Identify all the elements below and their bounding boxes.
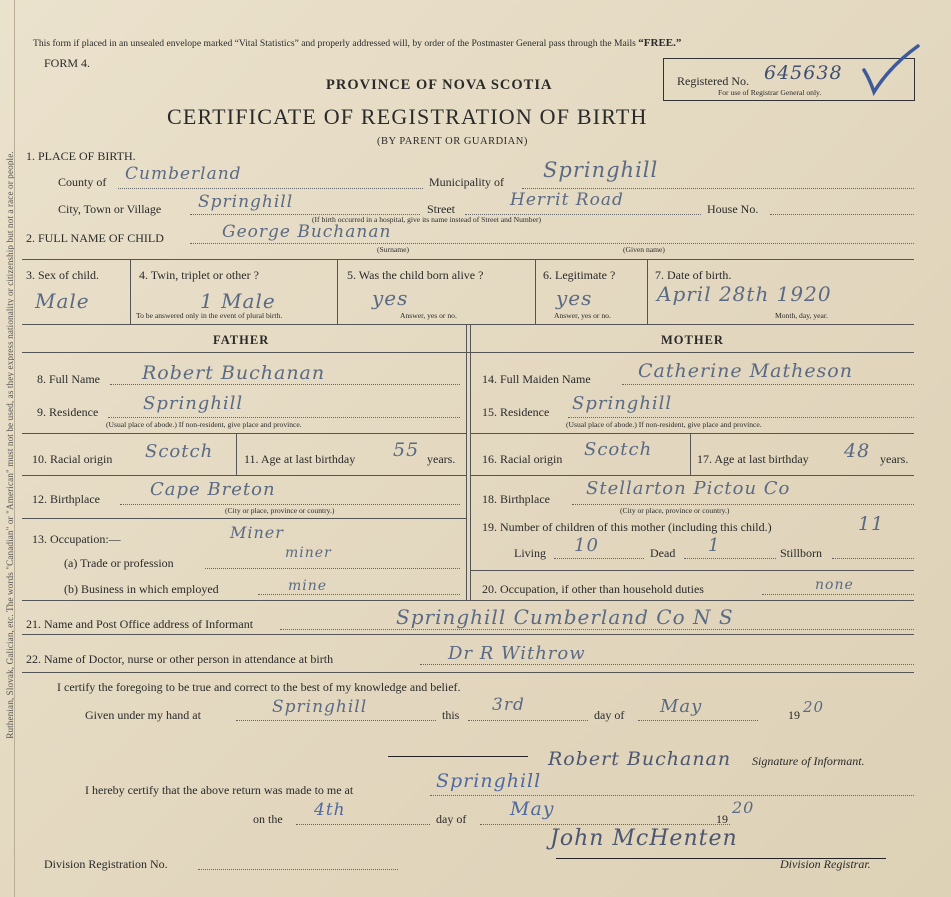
form-number: FORM 4. [44,56,91,70]
informant-value: Springhill Cumberland Co N S [396,605,734,629]
city-value: Springhill [198,192,294,212]
sex-value: Male [35,289,90,313]
certificate-title: CERTIFICATE OF REGISTRATION OF BIRTH [167,104,648,129]
legitimate-note: Answer, yes or no. [554,311,611,320]
informant-label: 21. Name and Post Office address of Informant [26,617,254,631]
living-value: 10 [574,535,599,556]
twin-note: To be answered only in the event of plural birth. [136,311,283,320]
mother-residence-note: (Usual place of abode.) If non-resident, give place and province. [566,420,762,429]
informant-signature: Robert Buchanan [548,748,732,770]
side-notice: Ruthenian, Slovak, Galician, etc. The words "Canadian" or "American" must not be used, as they express nationality or citizenship but not a race or people. [5,151,15,739]
mother-residence-label: 15. Residence [482,405,550,419]
return-year-prefix: 19 [716,812,728,826]
house-label: House No. [707,202,759,216]
doctor-value: Dr R Withrow [448,643,586,664]
return-place-value: Springhill [436,770,542,792]
father-birthplace-note: (City or place, province or country.) [225,506,335,515]
child-name-label: 2. FULL NAME OF CHILD [26,231,164,245]
twin-label: 4. Twin, triplet or other ? [139,268,259,282]
given-label: Given under my hand at [85,708,201,722]
given-year-suffix: 20 [803,698,825,716]
city-label: City, Town or Village [58,202,162,216]
trade-label: (a) Trade or profession [64,556,174,570]
county-label: County of [58,175,107,189]
mother-occupation-value: none [815,577,854,593]
father-race-label: 10. Racial origin [32,452,113,466]
business-value: mine [288,578,328,594]
father-years-label: years. [427,452,456,466]
mother-age-value: 48 [844,440,871,462]
certificate-subtitle: (BY PARENT OR GUARDIAN) [377,136,528,147]
father-occupation-label: 13. Occupation:— [32,532,121,546]
return-label: I hereby certify that the above return was made to me at [85,783,354,797]
registrar-label: Division Registrar. [780,857,871,871]
birth-date-note: Month, day, year. [775,311,828,320]
registrar-signature: John McHenten [550,826,738,851]
father-age-label: 11. Age at last birthday [244,452,356,466]
mother-children-value: 11 [858,513,885,535]
surname-note: (Surname) [377,245,410,254]
return-year-suffix: 20 [732,798,755,817]
father-name-label: 8. Full Name [37,372,100,386]
division-no-label: Division Registration No. [44,857,168,871]
municipality-value: Springhill [543,158,659,182]
mother-children-label: 19. Number of children of this mother (including this child.) [482,520,772,534]
given-name-note: (Given name) [623,245,665,254]
mother-occupation-label: 20. Occupation, if other than household duties [482,582,704,596]
given-year-prefix: 19 [788,708,800,722]
trade-value: miner [285,545,332,561]
mother-birthplace-label: 18. Birthplace [482,492,550,506]
county-value: Cumberland [125,164,242,184]
mother-name-value: Catherine Matheson [638,360,853,382]
street-label: Street [427,202,455,216]
alive-note: Answer, yes or no. [400,311,457,320]
stillborn-label: Stillborn [780,546,823,560]
on-the-label: on the [253,812,283,826]
dead-label: Dead [650,546,676,560]
father-heading: FATHER [213,333,270,347]
father-race-value: Scotch [145,441,214,462]
municipality-label: Municipality of [429,175,504,189]
street-value: Herrit Road [510,190,624,210]
return-day-of-label: day of [436,812,467,826]
free-label: “FREE.” [638,37,682,49]
father-residence-label: 9. Residence [37,405,99,419]
child-name-value: George Buchanan [222,222,392,242]
father-birthplace-value: Cape Breton [150,479,276,500]
alive-label: 5. Was the child born alive ? [347,268,484,282]
business-label: (b) Business in which employed [64,582,219,596]
dead-value: 1 [708,535,721,556]
father-residence-value: Springhill [143,393,244,414]
this-label: this [442,708,460,722]
mother-birthplace-value: Stellarton Pictou Co [586,478,791,499]
father-age-value: 55 [393,439,420,461]
mother-name-label: 14. Full Maiden Name [482,372,591,386]
living-label: Living [514,546,546,560]
mother-birthplace-note: (City or place, province or country.) [620,506,730,515]
sex-label: 3. Sex of child. [26,268,99,282]
mother-residence-value: Springhill [572,393,673,414]
legitimate-label: 6. Legitimate ? [543,268,616,282]
hospital-note: (If birth occurred in a hospital, give its name instead of Street and Number) [312,215,542,224]
mother-race-value: Scotch [584,439,653,460]
mother-age-label: 17. Age at last birthday [697,452,809,466]
father-birthplace-label: 12. Birthplace [32,492,100,506]
legitimate-value: yes [556,286,593,310]
side-border [14,0,15,897]
registrar-note: For use of Registrar General only. [718,88,822,97]
doctor-label: 22. Name of Doctor, nurse or other person in attendance at birth [26,652,334,666]
given-day-value: 3rd [492,695,525,715]
province-title: PROVINCE OF NOVA SCOTIA [326,77,553,93]
registered-number: 645638 [764,62,843,84]
twin-value: 1 Male [200,289,276,313]
given-place-value: Springhill [272,697,368,717]
birth-date-label: 7. Date of birth. [655,268,732,282]
father-residence-note: (Usual place of abode.) If non-resident, give place and province. [106,420,302,429]
place-section-label: 1. PLACE OF BIRTH. [26,149,136,163]
given-day-of-label: day of [594,708,625,722]
return-month-value: May [510,798,555,820]
mother-race-label: 16. Racial origin [482,452,563,466]
given-month-value: May [660,696,703,717]
father-name-value: Robert Buchanan [142,362,326,384]
alive-value: yes [372,286,409,310]
mail-notice: This form if placed in an unsealed envelope marked “Vital Statistics” and properly addressed will, by order of the Postmaster General pass through the Mails “FREE.” [33,37,682,49]
return-day-value: 4th [314,800,346,820]
certify-statement: I certify the foregoing to be true and correct to the best of my knowledge and belief. [57,680,461,694]
mother-heading: MOTHER [661,333,724,347]
father-occupation-value: Miner [230,523,284,542]
signature-label: Signature of Informant. [752,754,865,768]
birth-date-value: April 28th 1920 [657,282,832,306]
mother-years-label: years. [880,452,909,466]
registered-label: Registered No. [677,74,749,88]
check-mark-icon [862,44,922,99]
